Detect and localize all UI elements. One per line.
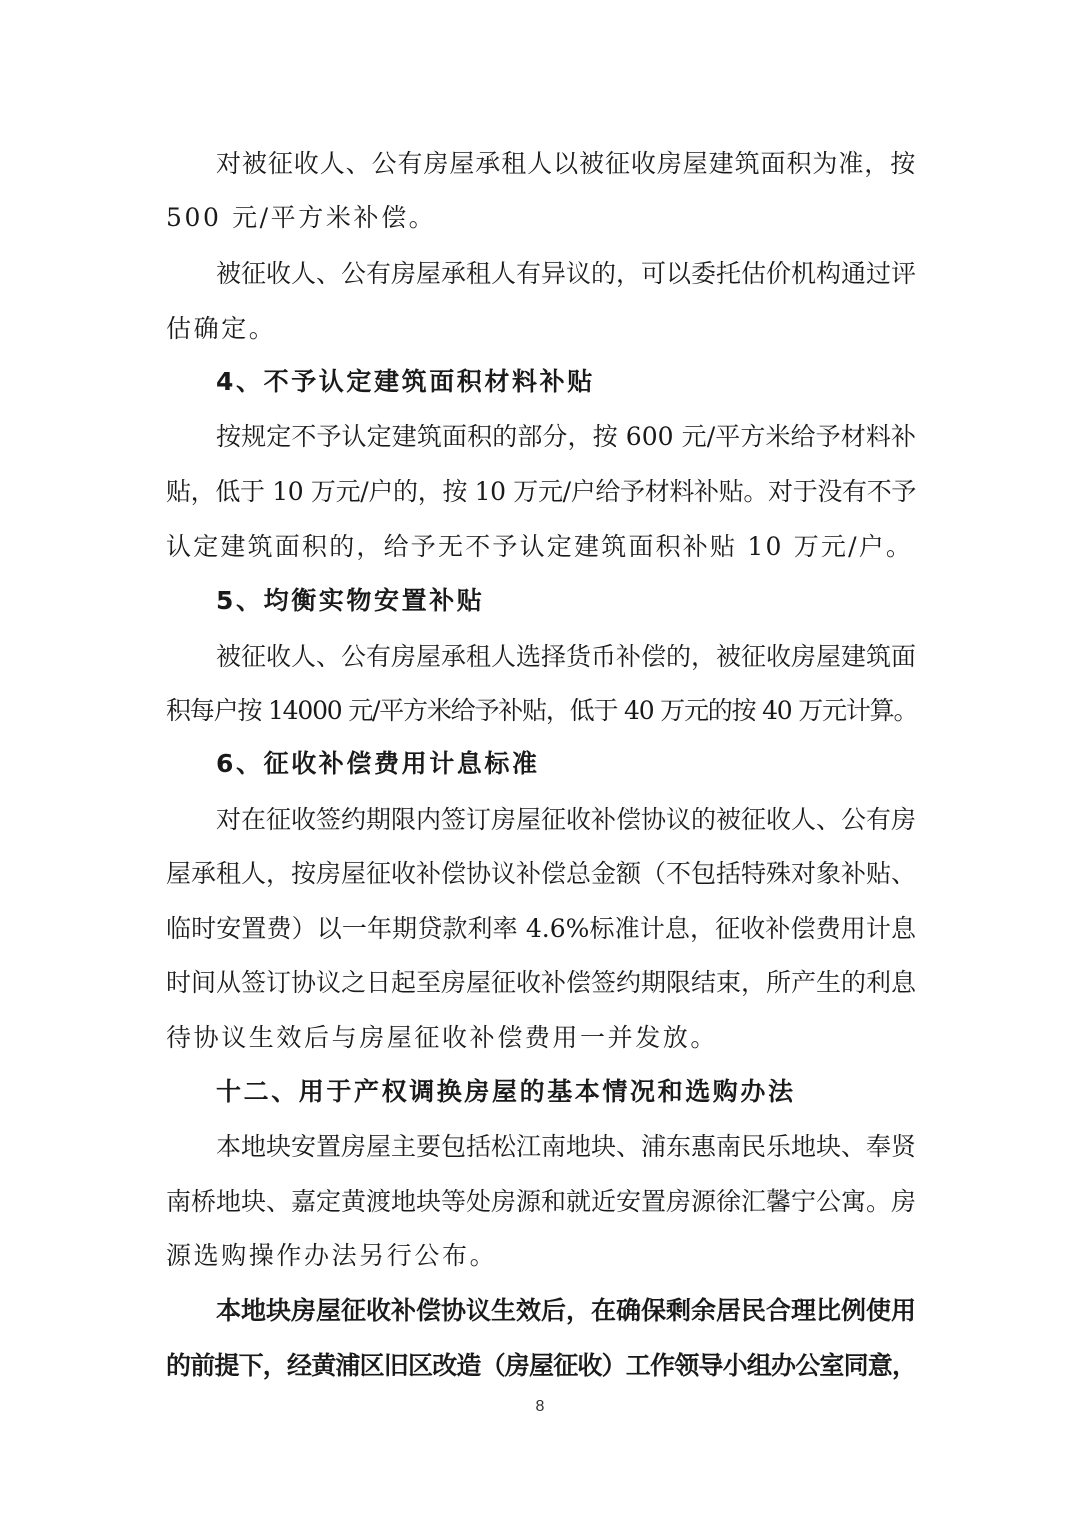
paragraph-line: 源选购操作办法另行公布。 bbox=[166, 1241, 498, 1270]
paragraph-line: 待协议生效后与房屋征收补偿费用一并发放。 bbox=[166, 1023, 719, 1052]
section-heading: 4、不予认定建筑面积材料补贴 bbox=[216, 367, 595, 396]
paragraph-line: 积每户按 14000 元/平方米给予补贴，低于 40 万元的按 40 万元计算。 bbox=[166, 696, 918, 725]
paragraph-line: 屋承租人，按房屋征收补偿协议补偿总金额（不包括特殊对象补贴、 bbox=[166, 859, 917, 888]
section-heading: 十二、用于产权调换房屋的基本情况和选购办法 bbox=[216, 1077, 796, 1106]
bold-paragraph-line: 的前提下，经黄浦区旧区改造（房屋征收）工作领导小组办公室同意， bbox=[166, 1351, 917, 1380]
paragraph-line: 按规定不予认定建筑面积的部分，按 600 元/平方米给予材料补 bbox=[216, 422, 916, 451]
paragraph-line: 估确定。 bbox=[166, 314, 277, 343]
paragraph-line: 500 元/平方米补偿。 bbox=[166, 203, 437, 232]
section-heading: 6、征收补偿费用计息标准 bbox=[216, 749, 540, 778]
paragraph-line: 时间从签订协议之日起至房屋征收补偿签约期限结束，所产生的利息 bbox=[166, 968, 917, 997]
paragraph-line: 本地块安置房屋主要包括松江南地块、浦东惠南民乐地块、奉贤 bbox=[216, 1132, 917, 1161]
paragraph-line: 对在征收签约期限内签订房屋征收补偿协议的被征收人、公有房 bbox=[216, 805, 917, 834]
paragraph-line: 贴，低于 10 万元/户的，按 10 万元/户给予材料补贴。对于没有不予 bbox=[166, 477, 916, 506]
paragraph-line: 认定建筑面积的，给予无不予认定建筑面积补贴 10 万元/户。 bbox=[166, 532, 914, 561]
paragraph-line: 南桥地块、嘉定黄渡地块等处房源和就近安置房源徐汇馨宁公寓。房 bbox=[166, 1187, 917, 1216]
section-heading: 5、均衡实物安置补贴 bbox=[216, 586, 485, 615]
paragraph-line: 临时安置费）以一年期贷款利率 4.6%标准计息，征收补偿费用计息 bbox=[166, 914, 916, 943]
page-number: 8 bbox=[535, 1398, 545, 1415]
bold-paragraph-line: 本地块房屋征收补偿协议生效后，在确保剩余居民合理比例使用 bbox=[216, 1296, 917, 1325]
paragraph-line: 被征收人、公有房屋承租人有异议的，可以委托估价机构通过评 bbox=[216, 259, 917, 288]
paragraph-line: 被征收人、公有房屋承租人选择货币补偿的，被征收房屋建筑面 bbox=[216, 642, 917, 671]
paragraph-line: 对被征收人、公有房屋承租人以被征收房屋建筑面积为准，按 bbox=[216, 149, 916, 178]
